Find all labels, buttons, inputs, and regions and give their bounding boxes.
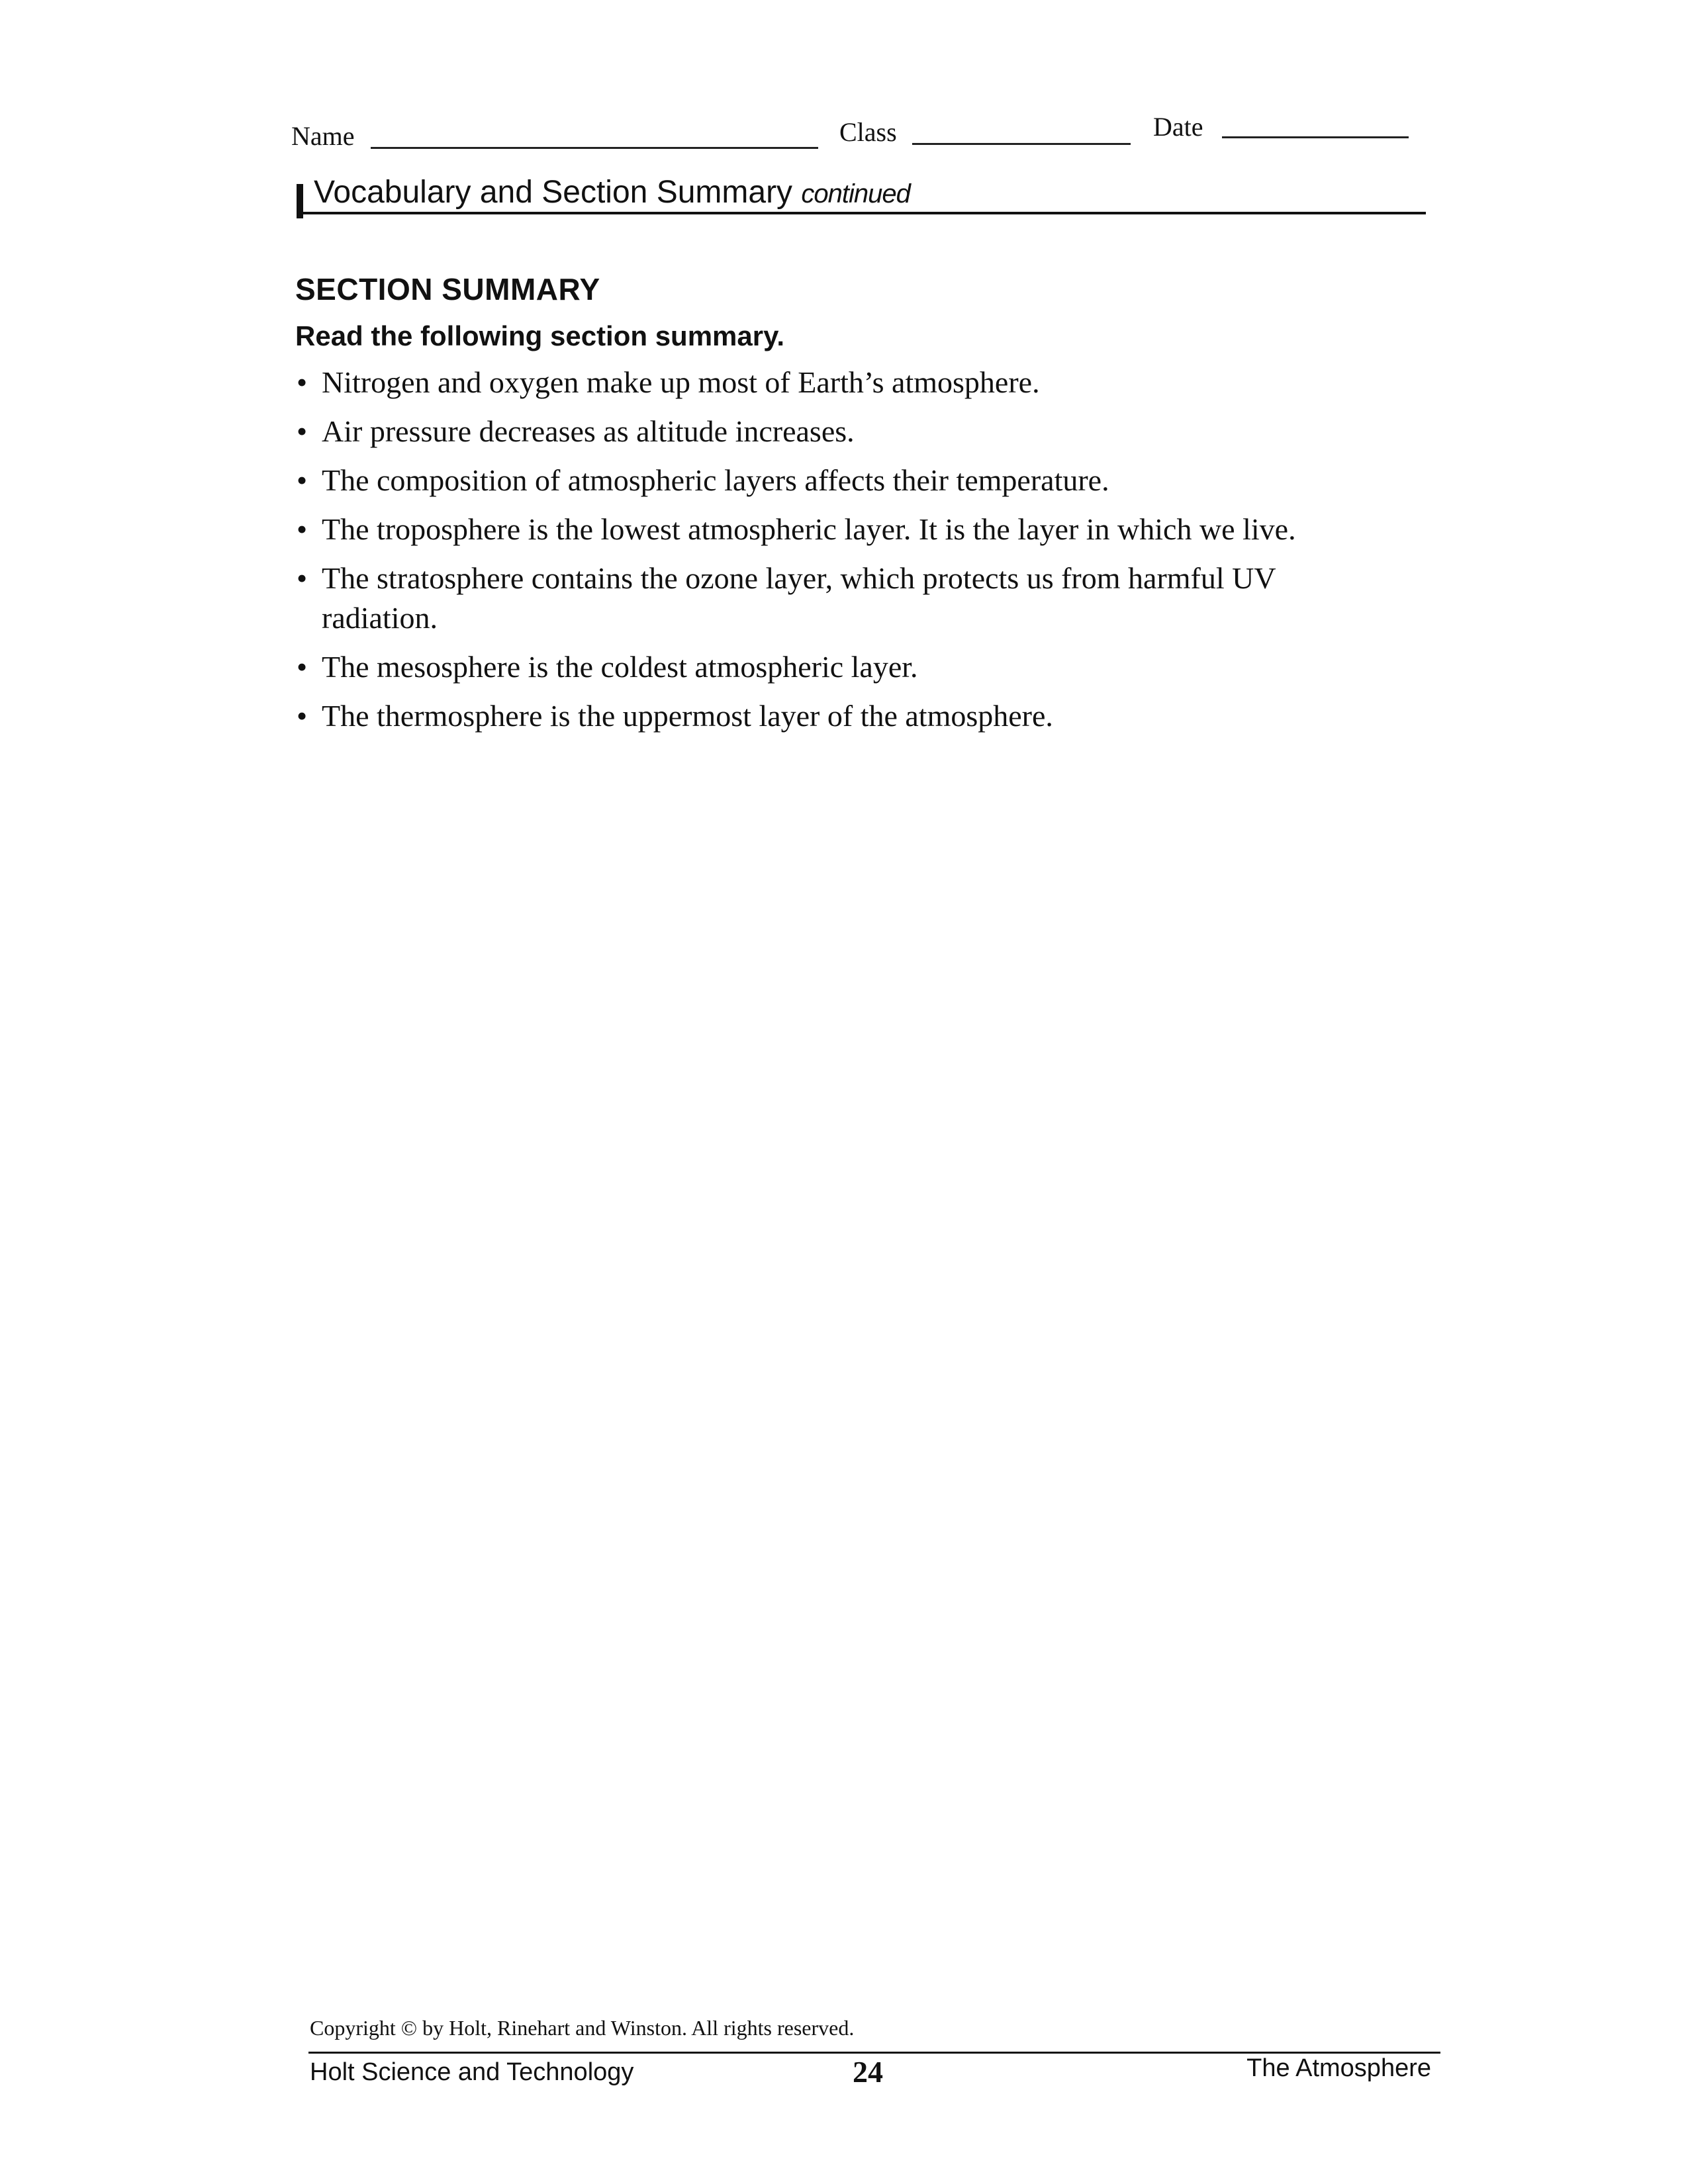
copyright-notice: Copyright © by Holt, Rinehart and Winston. All rights reserved. bbox=[310, 2016, 855, 2040]
bullet-dot-icon: • bbox=[297, 414, 308, 448]
summary-bullet: • Air pressure decreases as altitude increases. bbox=[295, 412, 1434, 451]
bullet-dot-icon: • bbox=[297, 463, 308, 497]
section-bar-title bbox=[314, 173, 910, 212]
footer-book-title: Holt Science and Technology bbox=[310, 2058, 634, 2086]
summary-bullet: • The composition of atmospheric layers affects their temperature. bbox=[295, 461, 1434, 500]
bullet-dot-icon: • bbox=[297, 561, 308, 595]
summary-bullet: • The mesosphere is the coldest atmospheric layer. bbox=[295, 647, 1434, 687]
bullet-dot-icon: • bbox=[297, 512, 308, 546]
section-bar-title-text: Vocabulary and Section Summary bbox=[314, 175, 793, 210]
name-label: Name bbox=[291, 121, 355, 151]
name-field[interactable] bbox=[371, 147, 818, 149]
section-summary-heading: SECTION SUMMARY bbox=[295, 272, 600, 306]
footer-rule bbox=[308, 2052, 1440, 2054]
section-bar-continued: continued bbox=[801, 179, 910, 208]
bullet-dot-icon: • bbox=[297, 699, 308, 733]
bullet-dot-icon: • bbox=[297, 650, 308, 684]
summary-bullet: • The troposphere is the lowest atmospheric layer. It is the layer in which we live. bbox=[295, 510, 1434, 549]
date-label: Date bbox=[1153, 112, 1203, 142]
date-field[interactable] bbox=[1222, 136, 1409, 138]
summary-instruction: Read the following section summary. bbox=[295, 320, 785, 351]
section-bar-rule bbox=[297, 212, 1426, 214]
class-field[interactable] bbox=[912, 143, 1131, 145]
bullet-dot-icon: • bbox=[297, 365, 308, 399]
footer-chapter-title: The Atmosphere bbox=[1246, 2054, 1431, 2082]
page-number: 24 bbox=[853, 2055, 883, 2089]
summary-bullet: • The thermosphere is the uppermost layer of the atmosphere. bbox=[295, 696, 1434, 736]
class-label: Class bbox=[839, 117, 897, 147]
summary-bullet-list bbox=[295, 363, 1434, 745]
summary-bullet: • The stratosphere contains the ozone layer, which protects us from harmful UV radiation. bbox=[295, 559, 1434, 638]
summary-bullet: • Nitrogen and oxygen make up most of Earth’s atmosphere. bbox=[295, 363, 1434, 402]
